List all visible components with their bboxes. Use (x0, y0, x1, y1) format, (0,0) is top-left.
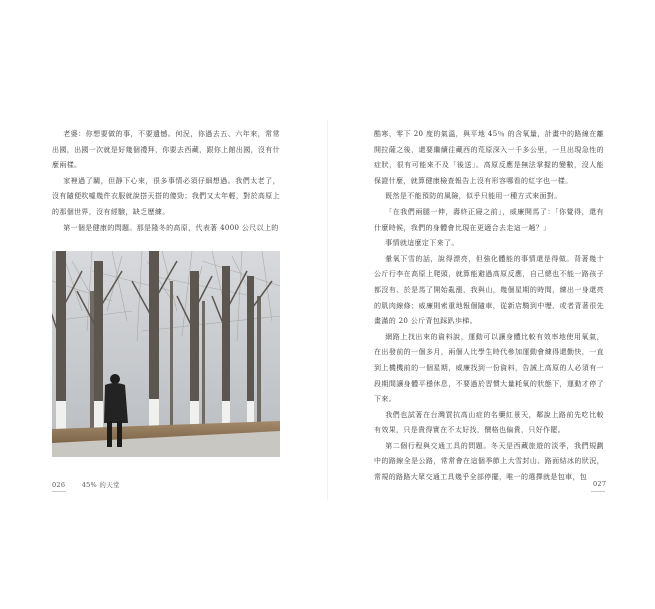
winter-forest-image (52, 251, 280, 457)
page-number: 027 (593, 480, 607, 488)
left-page-body (52, 127, 280, 236)
paragraph: 第二個行程與交通工具的問題。冬天是西藏旅遊的淡季，我們規劃中的路線全是公路，常常會在這個季節上大雪封山、路面結冰的狀況，常規的路路大眾交通工具幾乎全部停擺，唯一的選擇就是包車，包 (374, 441, 604, 482)
folio-rule (591, 491, 605, 492)
right-page-body (374, 127, 607, 488)
paragraph: 我們也試著在台灣買抗高山症的名藥紅景天，鄰說上路前先吃比較有效果，只是貴得實在不太好找，價格也偏貴，只好作罷。 (374, 410, 604, 435)
paragraph: 「在我們兩腿一伸，壽終正寢之前」，威廉開馬了：「你覺得，還有什麼時候，我們的身體會比現在更適合去走這一趟？」 (374, 207, 604, 232)
paragraph: 事情就這麼定下來了。 (385, 239, 459, 248)
paragraph: 第一個是健康的問題。那是隆冬的高原，代表著 4000 公尺以上的 (63, 223, 279, 232)
paragraph: 網路上找出來的資料說，運動可以讓身體比較有效率地使用氧氣，在出發前的一個多月，兩個人比學生時代參加運動會練得還勤快，一直到上機機前的一個星期，威廉找到一份資料，告誡上高原的人必須有一段期間讓身體平穩休息，不要過於習慣大量耗氧的狀態下，運動才停了下來。 (374, 332, 604, 404)
left-page (0, 0, 327, 609)
paragraph: 酷寒，零下 20 度的氣溫，與平地 45％ 的含氧量，計畫中的路線在離開拉薩之後，還要繼續往藏西的荒原深入一千多公里，一旦出現急性的症狀，很有可能來不及「後送」。高原反應是無法掌握的變數，沒人能保證什麼，就算健康檢查報告上沒有形容哪看的紅字也一樣。 (374, 130, 604, 185)
paragraph: 老婆：你想要做的事，不要遺憾。何況，你過去五、六年來，常常出國，出國一次就是好幾個禮拜，你要去西藏，跟你上館出國，沒有什麼兩樣。 (52, 130, 280, 170)
paragraph: 家裡過了關，但靜下心來，很多事情必須仔細想過。我們太老了，沒有隨便吹噓幾件衣服就說搭天搭的傻勁；我們又太年輕，對於高原上的那個世界，沒有經驗，缺乏歷練。 (52, 176, 280, 216)
folio-rule (52, 491, 66, 492)
paragraph: 既然是不能預防的風險，似乎只能用一種方式來面對。 (385, 192, 562, 201)
paragraph: 暈氧下雪的話，說得漂亮，但強化體能的事情還是得做。背著幾十公斤行李在高原上爬頭，就算能避過高原反應，自己總也不能一路孩子都沒有、於是馬了開始亂漲，我與山，幾個星期的時間，練出一身還亮的肌肉線條；威廉則索重地報個隨車，從新店騎到中壢、或者背著很先畫滿的 20 公斤背包踩趴歩梯。 (374, 254, 604, 326)
book-title: 45% 的天堂 (81, 481, 120, 489)
folio-right (593, 480, 606, 488)
page-number: 026 (52, 481, 66, 489)
folio-left (52, 480, 120, 489)
winter-forest-photo (52, 251, 280, 457)
